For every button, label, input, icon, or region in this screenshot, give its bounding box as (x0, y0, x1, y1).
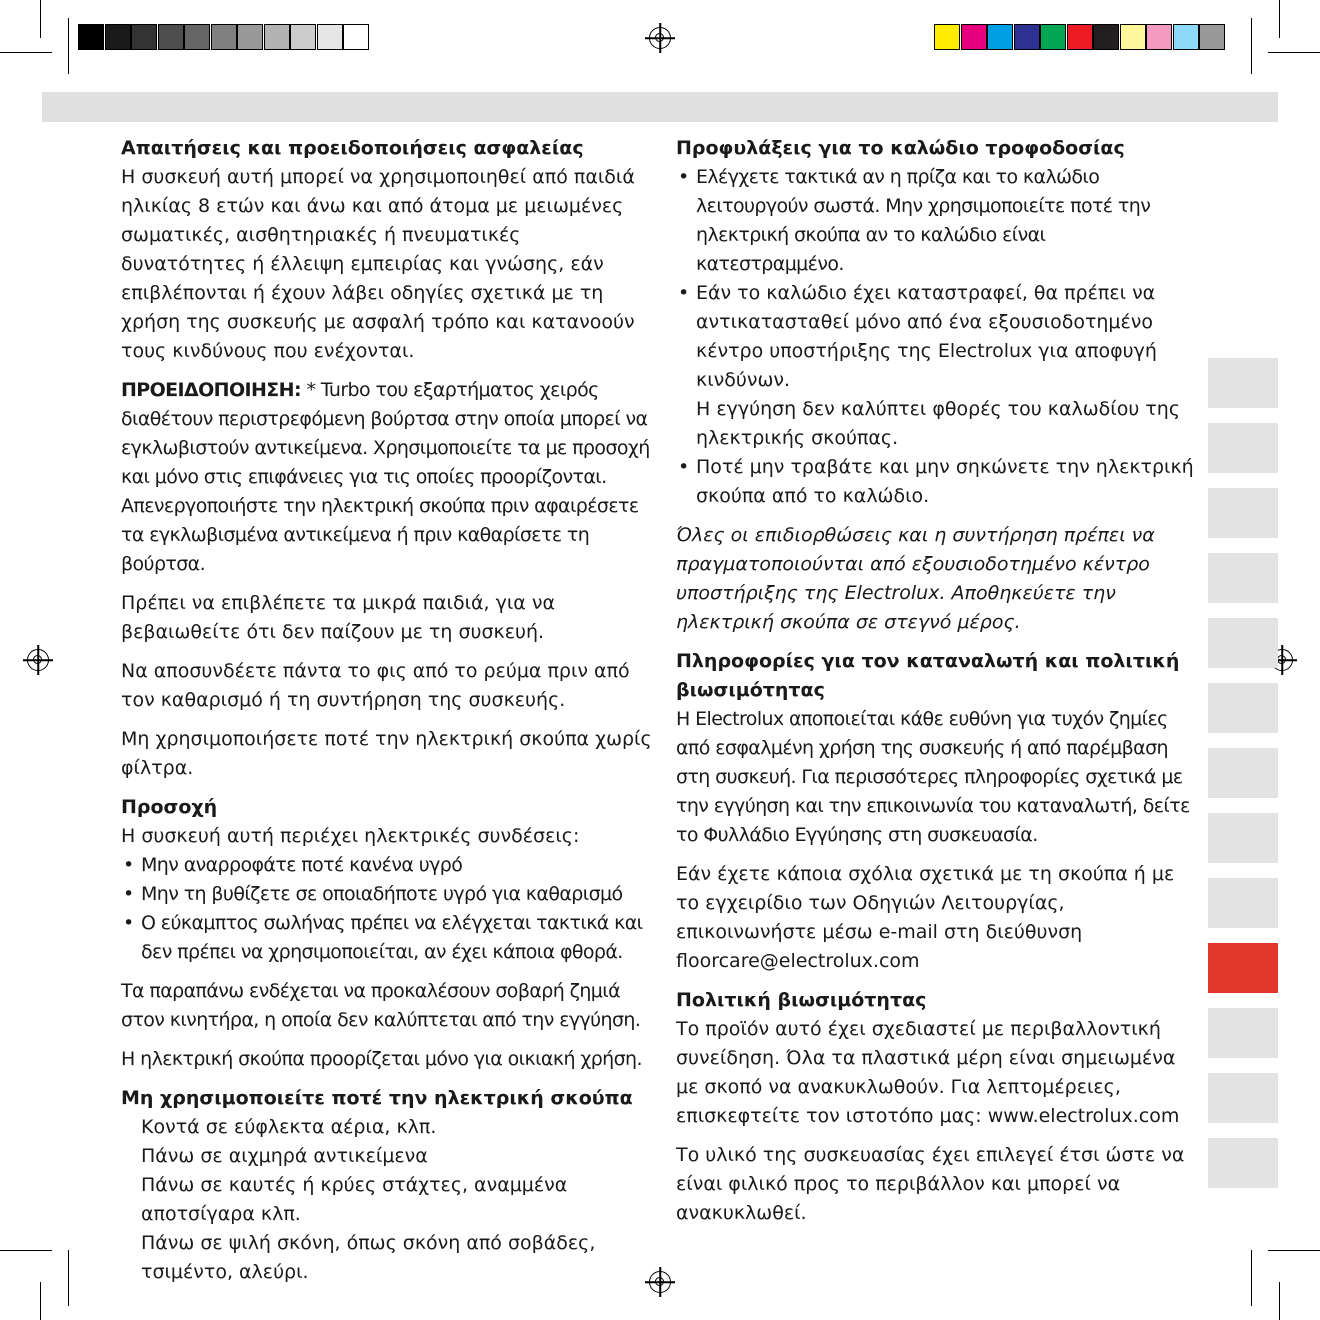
language-tab[interactable] (1208, 878, 1278, 928)
language-tab[interactable] (1208, 1138, 1278, 1188)
crop-mark (1251, 1250, 1252, 1306)
language-tab[interactable] (1208, 943, 1278, 993)
never-title: Μη χρησιμοποιείτε ποτέ την ηλεκτρική σκούπα (121, 1087, 633, 1109)
color-swatch (264, 24, 290, 50)
crop-mark (40, 0, 41, 38)
language-tab[interactable] (1208, 1008, 1278, 1058)
language-tab[interactable] (1208, 358, 1278, 408)
children-text: Πρέπει να επιβλέπετε τα μικρά παιδιά, για να βεβαιωθείτε ότι δεν παίζουν με τη συσκευή. (121, 592, 555, 643)
sustain-title: Πολιτική βιωσιμότητας (676, 989, 927, 1011)
color-swatch (78, 24, 104, 50)
color-swatch (1173, 24, 1199, 50)
left-column (121, 134, 656, 1287)
list-item: Πάνω σε καυτές ή κρύες στάχτες, αναμμένα αποτσίγαρα κλπ. (141, 1174, 568, 1225)
color-swatch (1093, 24, 1119, 50)
crop-mark (1279, 1282, 1280, 1320)
crop-mark (0, 52, 52, 53)
color-swatch (1067, 24, 1093, 50)
consumer-text: Η Electrolux αποποιείται κάθε ευθύνη για τυχόν ζημίες από εσφαλμένη χρήση της συσκευής ή από παρέμβαση στη συσκευή. Για περισσότερες πληροφορίες σχετικά με την εγγύηση και την επικοινωνία του καταναλωτή, δείτε το Φυλλάδιο Εγγύησης στη συσκευασία. (676, 708, 1190, 846)
color-swatch (317, 24, 343, 50)
registration-mark-icon (649, 27, 671, 49)
contact-text: Εάν έχετε κάποια σχόλια σχετικά με τη σκούπα ή με το εγχειρίδιο των Οδηγιών Λειτουργίας, επικοινωνήστε μέσω e-mail στη διεύθυνση (676, 863, 1175, 943)
color-swatch (343, 24, 369, 50)
list-item: • Ο εύκαμπτος σωλήνας πρέπει να ελέγχεται τακτικά και δεν πρέπει να χρησιμοποιείται, αν έχει κάποια φθορά. (121, 909, 656, 967)
color-swatch (987, 24, 1013, 50)
crop-mark (68, 1250, 69, 1306)
sustain-text: Το προϊόν αυτό έχει σχεδιαστεί με περιβαλλοντική συνείδηση. Όλα τα πλαστικά μέρη είναι σημειωμένα με σκοπό να ανακυκλωθούν. Για λεπτομέρειες, επισκεφτείτε τον ιστοτόπο μας: www.electrolux.com (676, 1018, 1180, 1127)
header-band (42, 92, 1278, 122)
language-tab[interactable] (1208, 683, 1278, 733)
list-item: Πάνω σε αιχμηρά αντικείμενα (141, 1145, 428, 1167)
list-item: Κοντά σε εύφλεκτα αέρια, κλπ. (141, 1116, 437, 1138)
list-item: • Ποτέ μην τραβάτε και μην σηκώνετε την ηλεκτρική σκούπα από το καλώδιο. (676, 453, 1198, 511)
color-swatch (290, 24, 316, 50)
cord-title: Προφυλάξεις για το καλώδιο τροφοδοσίας (676, 137, 1125, 159)
list-item: • Μην αναρροφάτε ποτέ κανένα υγρό (121, 851, 656, 880)
color-swatch (934, 24, 960, 50)
language-tab[interactable] (1208, 423, 1278, 473)
crop-mark (0, 1250, 52, 1251)
color-swatch (237, 24, 263, 50)
damage-text: Τα παραπάνω ενδέχεται να προκαλέσουν σοβαρή ζημιά στον κινητήρα, η οποία δεν καλύπτεται από την εγγύηση. (121, 980, 641, 1031)
color-swatch (1120, 24, 1146, 50)
language-tab[interactable] (1208, 488, 1278, 538)
cord-list (676, 163, 1198, 511)
list-item (676, 279, 1198, 453)
crop-mark (68, 18, 69, 74)
color-swatch (158, 24, 184, 50)
color-swatch (1040, 24, 1066, 50)
warning-label: ΠΡΟΕΙΔΟΠΟΙΗΣΗ: (121, 379, 301, 401)
color-swatch (1146, 24, 1172, 50)
list-item-text: Εάν το καλώδιο έχει καταστραφεί, θα πρέπει να αντικατασταθεί μόνο από ένα εξουσιοδοτημένο κέντρο υποστήριξης της Electrolux για αποφυγή κινδύνων. (696, 282, 1157, 391)
color-swatch (184, 24, 210, 50)
unplug-text: Να αποσυνδέετε πάντα το φις από το ρεύμα πριν από τον καθαρισμό ή τη συντήρηση της συσκευής. (121, 660, 630, 711)
contact-paragraph (676, 860, 1198, 976)
color-swatch (131, 24, 157, 50)
crop-mark (1251, 18, 1252, 74)
crop-mark (1279, 0, 1280, 38)
never-list (121, 1113, 656, 1287)
registration-mark-icon (27, 649, 49, 671)
crop-mark (1268, 52, 1320, 53)
language-tab[interactable] (1208, 748, 1278, 798)
filter-text: Μη χρησιμοποιήσετε ποτέ την ηλεκτρική σκούπα χωρίς φίλτρα. (121, 728, 652, 779)
color-swatch (961, 24, 987, 50)
color-swatch (1199, 24, 1225, 50)
packaging-text: Το υλικό της συσκευασίας έχει επιλεγεί έτσι ώστε να είναι φιλικό προς το περιβάλλον και μπορεί να ανακυκλωθεί. (676, 1144, 1185, 1224)
language-tab[interactable] (1208, 1073, 1278, 1123)
warning-paragraph (121, 376, 656, 579)
crop-mark (40, 1282, 41, 1320)
consumer-title: Πληροφορίες για τον καταναλωτή και πολιτική βιωσιμότητας (676, 650, 1180, 701)
list-item: • Ελέγχετε τακτικά αν η πρίζα και το καλώδιο λειτουργούν σωστά. Μην χρησιμοποιείτε ποτέ την ηλεκτρική σκούπα αν το καλώδιο είναι κατεστραμμένο. (676, 163, 1198, 279)
color-swatch (1014, 24, 1040, 50)
language-tab[interactable] (1208, 813, 1278, 863)
list-item: • Μην τη βυθίζετε σε οποιαδήποτε υγρό για καθαρισμό (121, 880, 656, 909)
safety-text: Η συσκευή αυτή μπορεί να χρησιμοποιηθεί από παιδιά ηλικίας 8 ετών και άνω και από άτομα με μειωμένες σωματικές, αισθητηριακές ή πνευματικές δυνατότητες ή έλλειψη εμπειρίας και γνώσης, εάν επιβλέπονται ή έχουν λάβει οδηγίες σχετικά με τη χρήση της συσκευής με ασφαλή τρόπο και κατανοούν τους κινδύνους που ενέχονται. (121, 166, 635, 362)
warning-text: * Turbo του εξαρτήματος χειρός διαθέτουν περιστρεφόμενη βούρτσα στην οποία μπορεί να εγκλωβιστούν αντικείμενα. Χρησιμοποιείτε τα με προσοχή και μόνο στις επιφάνειες για τις οποίες προορίζονται. Απενεργοποιήστε την ηλεκτρική σκούπα πριν αφαιρέσετε τα εγκλωβισμένα αντικείμενα ή πριν καθαρίσετε τη βούρτσα. (121, 379, 650, 575)
right-column (676, 134, 1198, 1238)
list-item: Πάνω σε ψιλή σκόνη, όπως σκόνη από σοβάδες, τσιμέντο, αλεύρι. (141, 1232, 596, 1283)
caution-title: Προσοχή (121, 796, 218, 818)
contact-email[interactable]: floorcare@electrolux.com (676, 950, 920, 972)
cord-warranty-note: Η εγγύηση δεν καλύπτει φθορές του καλωδίου της ηλεκτρικής σκούπας. (696, 398, 1180, 449)
color-swatch (105, 24, 131, 50)
color-swatch (211, 24, 237, 50)
language-tab[interactable] (1208, 618, 1278, 668)
crop-mark (1268, 1250, 1320, 1251)
caution-list (121, 851, 656, 967)
safety-title: Απαιτήσεις και προειδοποιήσεις ασφαλείας (121, 137, 584, 159)
caution-text: Η συσκευή αυτή περιέχει ηλεκτρικές συνδέσεις: (121, 825, 580, 847)
repair-note: Όλες οι επιδιορθώσεις και η συντήρηση πρέπει να πραγματοποιούνται από εξουσιοδοτημένο κέντρο υποστήριξης της Electrolux. Αποθηκεύετε την ηλεκτρική σκούπα σε στεγνό μέρος. (676, 524, 1155, 633)
household-text: Η ηλεκτρική σκούπα προορίζεται μόνο για οικιακή χρήση. (121, 1048, 642, 1070)
language-tab[interactable] (1208, 553, 1278, 603)
